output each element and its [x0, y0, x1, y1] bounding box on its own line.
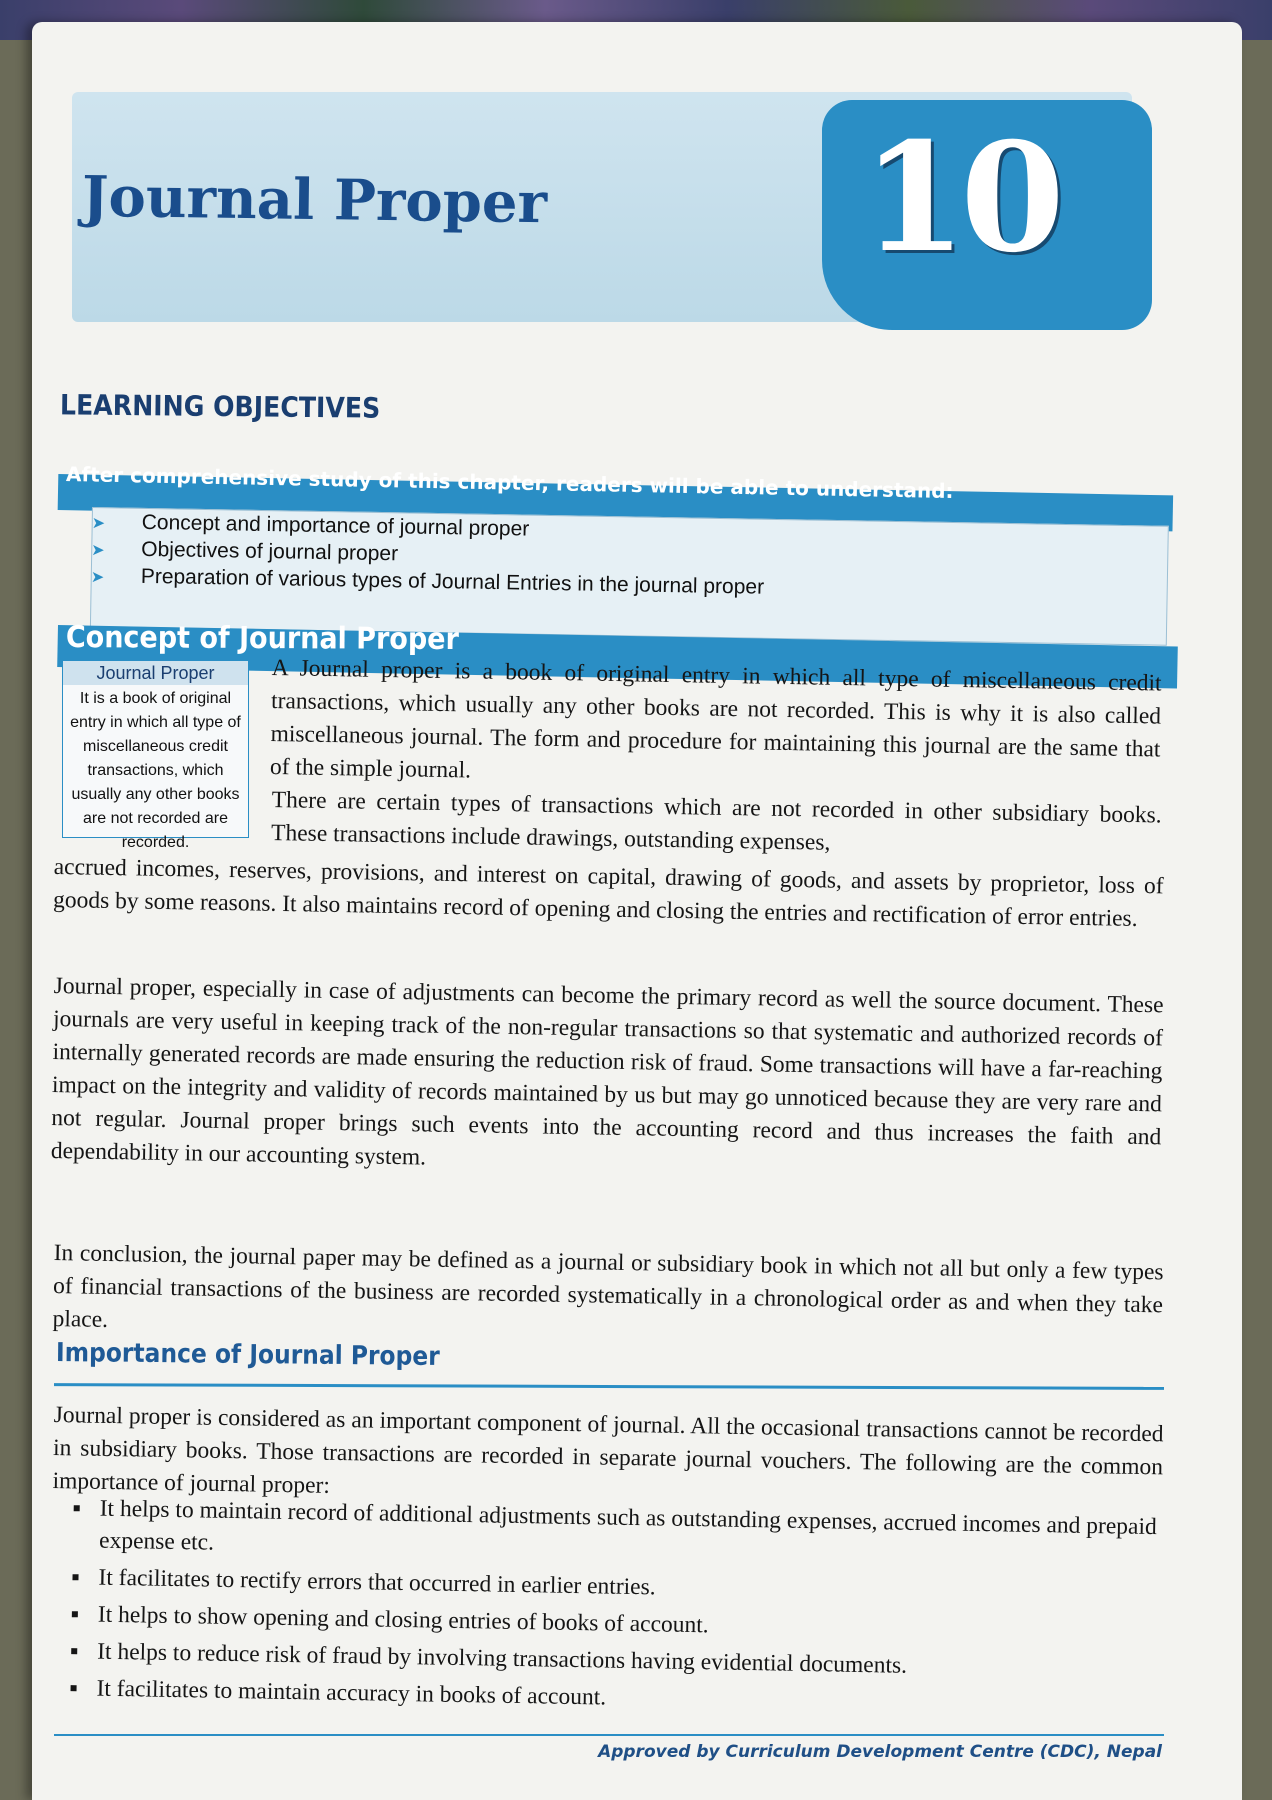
learning-objectives-list — [91, 508, 766, 601]
chapter-number-box — [822, 100, 1152, 330]
bullet-icon: ➤ — [91, 514, 106, 533]
bullet-icon — [74, 1505, 80, 1511]
list-item: ➤ Concept and importance of journal proper — [91, 510, 530, 541]
list-item: It facilitates to rectify errors that occurred in earlier entries. — [60, 1561, 1160, 1612]
chapter-title: Journal Proper — [81, 163, 548, 237]
bullet-icon — [71, 1648, 77, 1654]
bullet-icon — [72, 1611, 78, 1617]
divider — [54, 1383, 1164, 1390]
list-item: ➤ Preparation of various types of Journal Entries in the journal proper — [90, 564, 765, 599]
importance-list — [58, 1492, 1162, 1728]
chapter-number: 10 — [862, 110, 1059, 286]
learning-objectives-intro: After comprehensive study of this chapter, readers will be able to understand: — [65, 462, 954, 504]
list-item: It helps to reduce risk of fraud by involving transactions having evidential documents. — [59, 1635, 1159, 1686]
paragraph: In conclusion, the journal paper may be defined as a journal or subsidiary book in which not all but only a few types of financial transactions of the business are recorded systematically in a chronological order as and when they take place. — [52, 1239, 1164, 1333]
definition-sidebar — [62, 660, 249, 851]
paragraph: A Journal proper is a book of original entry in which all type of miscellaneous credit transactions, which usually any other books are not recorded. This is why it is also called miscellaneous journal. The form and procedure for maintaining this journal are the same that of the simple journal. — [269, 654, 1162, 784]
section-title-concept: Concept of Journal Proper — [65, 620, 459, 658]
list-item: ➤ Objectives of journal proper — [91, 537, 399, 566]
bullet-icon: ➤ — [90, 568, 105, 587]
paragraph: There are certain types of transactions which are not recorded in other subsidiary books. These transactions include drawings, outstanding expenses, — [270, 786, 1162, 856]
list-item: It helps to show opening and closing entries of books of account. — [60, 1598, 1160, 1649]
bullet-icon: ➤ — [91, 541, 105, 560]
sidebar-title: Journal Proper — [63, 661, 248, 685]
paragraph: accrued incomes, reserves, provisions, and interest on capital, drawing of goods, and assets by proprietor, loss of goods by some reasons. It also maintains record of opening and closing the entries and rectification of error entries. — [52, 853, 1164, 932]
textbook-page — [32, 22, 1242, 1800]
bullet-icon — [72, 1574, 78, 1580]
footer-approval: Approved by Curriculum Development Centre (CDC), Nepal — [598, 1742, 1162, 1762]
paragraph: Journal proper, especially in case of adjustments can become the primary record as well the source document. These journals are very useful in keeping track of the non-regular transactions so that systematic and authorized records of internally generated records are made ensuring the reduction risk of fraud. Some transactions will have a far-reaching impact on the integrity and validity of records maintained by us but may go unnoticed because they are very rare and not regular. Journal proper brings such events into the accounting record and thus increases the faith and dependability in our accounting system. — [50, 972, 1164, 1171]
footer-divider — [54, 1734, 1164, 1736]
bullet-icon — [71, 1685, 77, 1691]
learning-objectives-heading: LEARNING OBJECTIVES — [59, 388, 381, 425]
paragraph: Journal proper is considered as an important component of journal. All the occasional transactions cannot be recorded in subsidiary books. Those transactions are recorded in separate journal vouchers. The following are the common importance of journal proper: — [52, 1401, 1164, 1499]
list-item: It helps to maintain record of additional adjustments such as outstanding expenses, accrued incomes and prepaid expense etc. — [61, 1492, 1162, 1575]
sidebar-text: It is a book of original entry in which all type of miscellaneous credit transactions, which usually any other books are not recorded are recorded. — [70, 690, 241, 851]
section-title-importance: Importance of Journal Proper — [55, 1337, 440, 1373]
list-item: It facilitates to maintain accuracy in books of account. — [58, 1672, 1158, 1723]
